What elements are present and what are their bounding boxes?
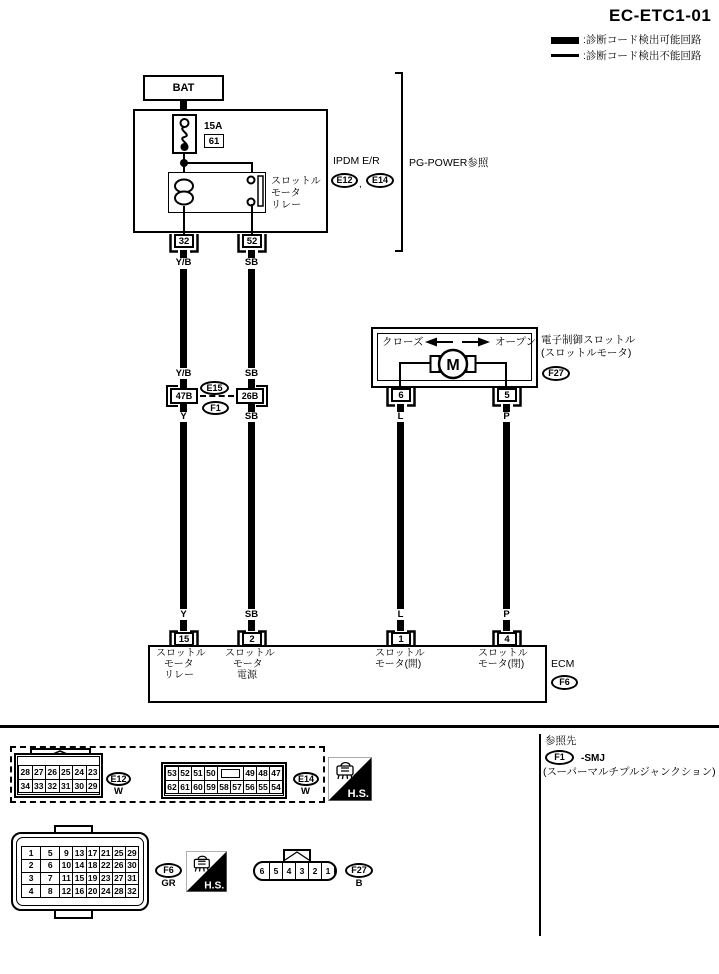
wire-color-y: Y: [180, 609, 187, 620]
pin-cell: 33: [34, 780, 44, 791]
relay-coil-symbol: [172, 177, 196, 208]
wire-color-p: P: [503, 609, 510, 620]
pin-cell: 31: [61, 780, 71, 791]
pin-cell: 10: [61, 860, 72, 871]
pin-cell: 49: [245, 768, 255, 778]
wire-l-run: [397, 422, 404, 609]
relay-label-line3: リレー: [271, 200, 301, 211]
pin-15: [169, 630, 199, 646]
pg-bracket-tick-bottom: [395, 250, 403, 252]
pin-cell: 4: [22, 885, 40, 897]
pin-cell: 54: [271, 781, 281, 792]
pin-cell: 23: [88, 767, 98, 777]
open-label: オープン: [495, 336, 537, 348]
pin-cell: 29: [88, 780, 98, 791]
pin-cell: 50: [206, 768, 216, 778]
pin-cell: 28: [114, 885, 124, 896]
legend-thin-line: [551, 54, 579, 57]
pin-1: [386, 630, 416, 646]
f27-connector-view: [253, 861, 337, 881]
bracket-47b-foot: [166, 405, 178, 407]
pin-5-number: 5: [497, 388, 517, 402]
pin-cell: 24: [100, 885, 111, 896]
bracket-26b: [266, 385, 268, 407]
pin-cell: 23: [100, 873, 111, 884]
pin-cell: 9: [60, 847, 72, 859]
pin-cell: 32: [47, 780, 57, 791]
pin-cell: 61: [180, 781, 190, 792]
pin-cell: 6: [255, 863, 270, 879]
relay-switch-symbol: [243, 173, 265, 210]
bracket-26b-foot: [256, 385, 268, 387]
reference-note: (スーパーマルチプルジャンクション): [543, 766, 716, 778]
pin-15-number: 15: [174, 632, 194, 646]
pin-cell: 12: [61, 885, 72, 896]
wire-switch-pin52: [251, 204, 253, 236]
smj-dashed-link: [200, 395, 234, 397]
ecm-desc2-line1: スロットル: [225, 648, 275, 659]
ecm-name: ECM: [551, 658, 575, 670]
ecm-desc3-line2: モータ(開): [375, 659, 422, 670]
pin-cell: 28: [20, 767, 30, 777]
hs-harness-icon: [186, 851, 227, 892]
pin-cell: 25: [114, 847, 124, 858]
pin-cell: 8: [41, 885, 59, 897]
battery-box: BAT: [143, 75, 224, 101]
connector-ref-f27-view: F27: [345, 863, 373, 878]
pin-cell: 24: [74, 767, 84, 777]
wire-stub: [248, 379, 255, 388]
wire-y-run: [180, 422, 187, 609]
connector-ref-f1: F1: [202, 401, 229, 415]
pin-cell: 31: [127, 873, 137, 884]
svg-text:H.S.: H.S.: [347, 788, 369, 800]
arrow-left-icon: [423, 337, 454, 347]
pin-cell: 18: [87, 860, 98, 871]
pin-cell: 51: [193, 768, 203, 778]
wire-color-y: Y: [180, 411, 187, 422]
fuse-rating-label: 15A: [204, 121, 223, 132]
bracket-47b-foot: [166, 385, 178, 387]
pin-cell: 1: [322, 863, 335, 879]
throttle-name-line2: (スロットルモータ): [541, 347, 632, 359]
pin-cell: 3: [296, 863, 309, 879]
wire-p-run: [503, 422, 510, 609]
legend-thick-line: [551, 37, 579, 44]
pin-cell: 53: [167, 768, 177, 778]
relay-label-line1: スロットル: [271, 176, 321, 187]
e14-color: W: [301, 786, 310, 797]
wire-color-sb: SB: [244, 257, 259, 268]
wire-sb-run: [248, 422, 255, 609]
connector-ref-f6: F6: [551, 675, 578, 690]
pin-cell: 19: [87, 873, 98, 884]
f6-pin-grid: [21, 846, 139, 898]
pin-cell: 25: [61, 767, 71, 777]
pin-cell: 1: [22, 847, 40, 859]
ipdm-name: IPDM E/R: [333, 155, 380, 167]
pin-cell: 34: [20, 780, 30, 791]
pin-1-number: 1: [391, 632, 411, 646]
terminal-26b: 26B: [236, 388, 264, 404]
pin-cell: 26: [114, 860, 124, 871]
wire-yb-run: [180, 269, 187, 368]
pin-cell: 20: [87, 885, 98, 896]
pin-cell: 59: [206, 781, 216, 792]
pin-cell: 22: [100, 860, 111, 871]
ecm-desc2-line3: 電源: [237, 670, 257, 681]
pin-cell: 5: [41, 847, 59, 859]
ecm-desc1-line3: リレー: [164, 670, 194, 681]
wire-color-sb: SB: [244, 411, 259, 422]
reference-divider: [539, 734, 541, 936]
pin-cell: 30: [127, 860, 137, 871]
wire-sb-run: [248, 269, 255, 368]
svg-text:M: M: [446, 357, 460, 374]
pin-cell: 3: [22, 873, 40, 885]
arrow-right-icon: [461, 337, 492, 347]
connector-ref-f1-view: F1: [545, 750, 574, 765]
bracket-26b-foot: [256, 405, 268, 407]
pin-cell: 7: [41, 873, 59, 885]
e14-pin-grid: [165, 766, 283, 794]
pin-cell: 58: [219, 781, 229, 792]
pin-2: [237, 630, 267, 646]
connector-ref-e14-view: E14: [293, 772, 319, 786]
pin-32-number: 32: [174, 234, 194, 248]
wire-color-yb: Y/B: [175, 368, 192, 379]
pg-power-ref: PG-POWER参照: [409, 157, 489, 169]
pin-2-number: 2: [242, 632, 262, 646]
pin-6-number: 6: [391, 388, 411, 402]
wire-color-yb: Y/B: [175, 257, 192, 268]
pin-cell: 26: [47, 767, 57, 777]
wire-color-sb: SB: [244, 368, 259, 379]
pin-cell: 56: [245, 781, 255, 792]
connector-ref-f6-view: F6: [155, 863, 182, 878]
pin-cell: 62: [167, 781, 177, 792]
pin-cell: 32: [127, 885, 137, 896]
throttle-name-line1: 電子制御スロットル: [541, 334, 636, 346]
wire-color-p: P: [503, 411, 510, 422]
wire-motor-right: [505, 362, 507, 389]
pin-cell: 2: [309, 863, 322, 879]
legend-thin-label: :診断コード検出不能回路: [583, 50, 702, 62]
pin-cell: 16: [74, 885, 85, 896]
pin-cell: 57: [232, 781, 242, 792]
section-separator: [0, 725, 719, 728]
ecm-desc1-line1: スロットル: [156, 648, 206, 659]
pg-bracket-line: [401, 72, 403, 252]
pg-bracket-tick-top: [395, 72, 403, 74]
pin-cell: 21: [100, 847, 111, 858]
f27-color: B: [355, 878, 363, 889]
ecm-desc2-line2: モータ: [233, 659, 263, 670]
pin-cell: 27: [114, 873, 124, 884]
pin-cell: 55: [258, 781, 268, 792]
connector-ref-f27: F27: [542, 366, 570, 381]
pin-cell: 6: [41, 860, 59, 872]
pin-cell: 17: [87, 847, 98, 858]
pin-cell: 14: [74, 860, 85, 871]
pin-cell: 52: [180, 768, 190, 778]
connector-ref-e12-view: E12: [106, 772, 131, 786]
ecm-desc4-line1: スロットル: [478, 648, 528, 659]
wire-motor-right: [473, 362, 507, 364]
pin-4-number: 4: [497, 632, 517, 646]
ecm-desc4-line2: モータ(閉): [478, 659, 525, 670]
motor-symbol: [429, 347, 477, 381]
pin-cell: 5: [270, 863, 283, 879]
legend-thick-label: :診断コード検出可能回路: [583, 34, 702, 46]
f6-color: GR: [161, 878, 176, 889]
pin-cell: 11: [61, 873, 71, 884]
e12-color: W: [114, 786, 123, 797]
pin-cell: 15: [74, 873, 85, 884]
wire-color-sb: SB: [244, 609, 259, 620]
pin-cell: 48: [258, 768, 268, 778]
ecm-desc1-line2: モータ: [164, 659, 194, 670]
hs-harness-icon: [328, 757, 372, 801]
pin-cell: 60: [193, 781, 203, 792]
pin-cell: 2: [22, 860, 40, 872]
wire-motor-left: [399, 362, 401, 389]
pin-cell: 27: [34, 767, 44, 777]
close-label: クローズ: [382, 336, 424, 348]
wire-color-l: L: [397, 411, 404, 422]
ipdm-box: [133, 109, 328, 233]
connector-key-cell: [218, 767, 243, 780]
reference-suffix: -SMJ: [581, 753, 605, 764]
fuse-symbol: [172, 114, 197, 154]
bracket-47b: [166, 385, 168, 407]
pin-4: [492, 630, 522, 646]
wire-junction-right: [183, 162, 251, 164]
pin-cell: 30: [74, 780, 84, 791]
pin-cell: 47: [271, 768, 281, 778]
wire-motor-left: [399, 362, 433, 364]
svg-text:H.S.: H.S.: [204, 880, 225, 892]
relay-label-line2: モータ: [271, 188, 301, 199]
pin-cell: 4: [283, 863, 296, 879]
pin-cell: 29: [127, 847, 137, 858]
connector-ref-e15: E15: [200, 381, 229, 395]
pin-52-number: 52: [242, 234, 262, 248]
pin-cell: 13: [74, 847, 85, 858]
wire-stub: [180, 379, 187, 388]
e12-pin-grid: [18, 765, 100, 793]
connector-ref-e14: E14: [366, 173, 394, 188]
comma: ,: [359, 179, 362, 190]
ecm-desc3-line1: スロットル: [375, 648, 425, 659]
wire-color-l: L: [397, 609, 404, 620]
page-title: EC-ETC1-01: [609, 6, 712, 25]
terminal-47b: 47B: [170, 388, 198, 404]
wire-coil-pin32: [183, 206, 185, 236]
connector-ref-e12: E12: [331, 173, 358, 188]
fuse-number-box: 61: [204, 134, 224, 148]
reference-heading: 参照先: [545, 735, 577, 747]
